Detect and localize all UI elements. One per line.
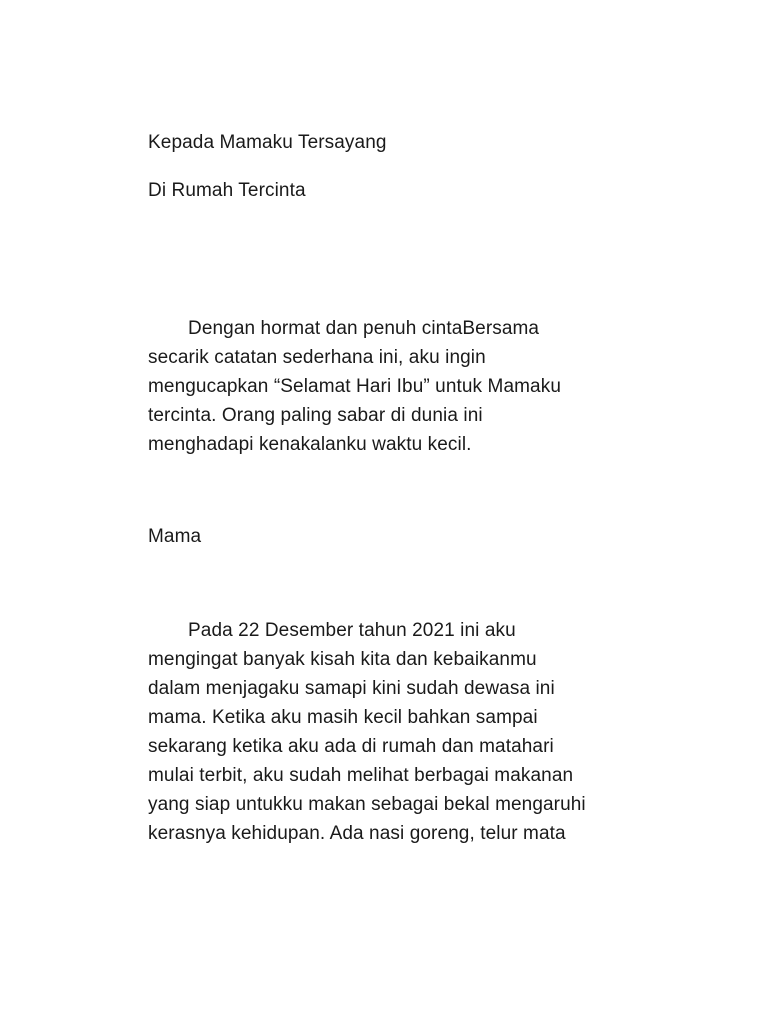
paragraph-2-line: sekarang ketika aku ada di rumah dan matahari — [148, 736, 554, 757]
paragraph-2-line: mengingat banyak kisah kita dan kebaikanmu — [148, 649, 537, 670]
paragraph-2-line: yang siap untukku makan sebagai bekal mengaruhi — [148, 794, 586, 815]
paragraph-1-line: secarik catatan sederhana ini, aku ingin — [148, 347, 486, 368]
place-line: Di Rumah Tercinta — [148, 180, 306, 201]
paragraph-2-line: kerasnya kehidupan. Ada nasi goreng, telur mata — [148, 823, 566, 844]
paragraph-1-line: mengucapkan “Selamat Hari Ibu” untuk Mamaku — [148, 376, 561, 397]
paragraph-2-line: dalam menjagaku samapi kini sudah dewasa ini — [148, 678, 555, 699]
paragraph-2-line: mama. Ketika aku masih kecil bahkan sampai — [148, 707, 538, 728]
paragraph-1-line: Dengan hormat dan penuh cintaBersama — [188, 318, 540, 339]
paragraph-1-line: tercinta. Orang paling sabar di dunia ini — [148, 405, 483, 426]
salutation-line: Kepada Mamaku Tersayang — [148, 132, 387, 153]
paragraph-2-line: Pada 22 Desember tahun 2021 ini aku — [188, 620, 516, 641]
address-word: Mama — [148, 526, 202, 547]
paragraph-1-line: menghadapi kenakalanku waktu kecil. — [148, 434, 472, 455]
paragraph-2-line: mulai terbit, aku sudah melihat berbagai makanan — [148, 765, 574, 786]
